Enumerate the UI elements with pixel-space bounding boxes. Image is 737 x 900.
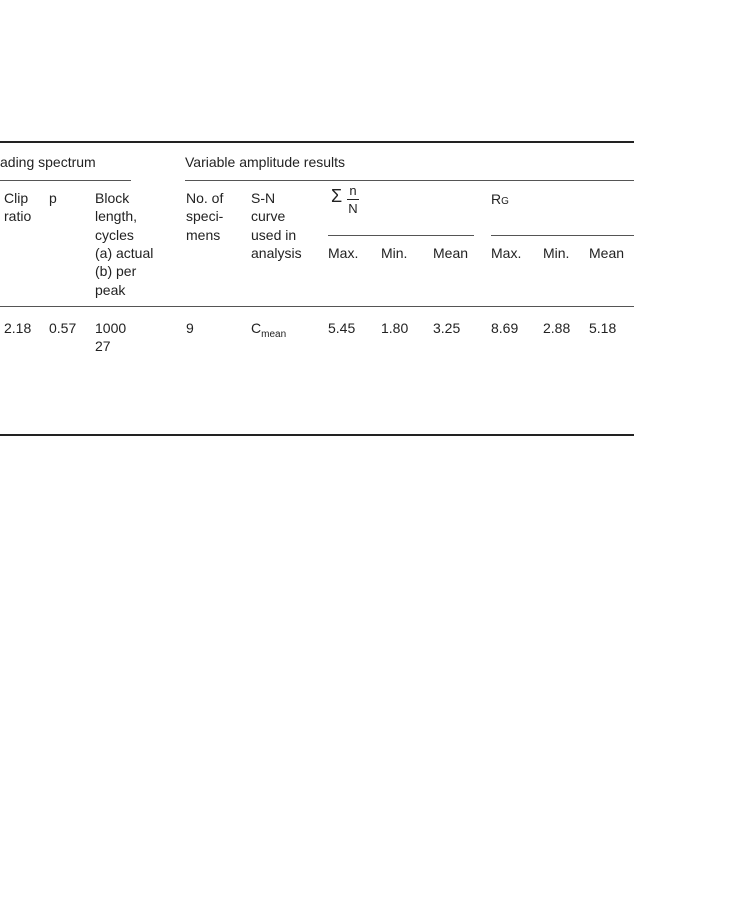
header-body-separator (0, 306, 634, 307)
header-sum-mean: Mean (433, 245, 469, 261)
header-rg-min: Min. (543, 245, 570, 261)
header-rg-max: Max. (491, 245, 522, 261)
cell-rg-mean: 5.18 (589, 320, 617, 336)
fraction-n-over-N: n N (348, 183, 358, 216)
cell-sn-curve: $C_{mean}$ (251, 320, 287, 340)
header-rg-mean: Mean (589, 245, 625, 261)
group-header-loading-spectrum: ading spectrum (0, 154, 96, 170)
group-header-variable-amplitude-results: Variable amplitude results (185, 154, 346, 170)
cell-sum-min: 1.80 (381, 320, 409, 336)
cell-sum-max: 5.45 (328, 320, 356, 336)
results-underline (185, 180, 634, 181)
cell-specimens: 9 (186, 320, 194, 336)
sum-subheader-underline (328, 235, 474, 236)
table-top-rule (0, 141, 634, 143)
cell-block-per-peak: 27 (95, 338, 111, 354)
header-p: p (49, 190, 57, 206)
cell-clip-ratio: 2.18 (4, 320, 32, 336)
header-rg: RG (491, 191, 509, 207)
cell-rg-max: 8.69 (491, 320, 519, 336)
cell-block-actual: 1000 (95, 320, 127, 336)
cell-rg-min: 2.88 (543, 320, 571, 336)
header-sum-min: Min. (381, 245, 408, 261)
loading-spectrum-underline (0, 180, 131, 181)
rg-subheader-underline (491, 235, 634, 236)
sigma-symbol: Σ (331, 186, 343, 206)
cell-p: 0.57 (49, 320, 77, 336)
table-bottom-rule (0, 434, 634, 436)
header-sum-max: Max. (328, 245, 359, 261)
cell-sum-mean: 3.25 (433, 320, 461, 336)
